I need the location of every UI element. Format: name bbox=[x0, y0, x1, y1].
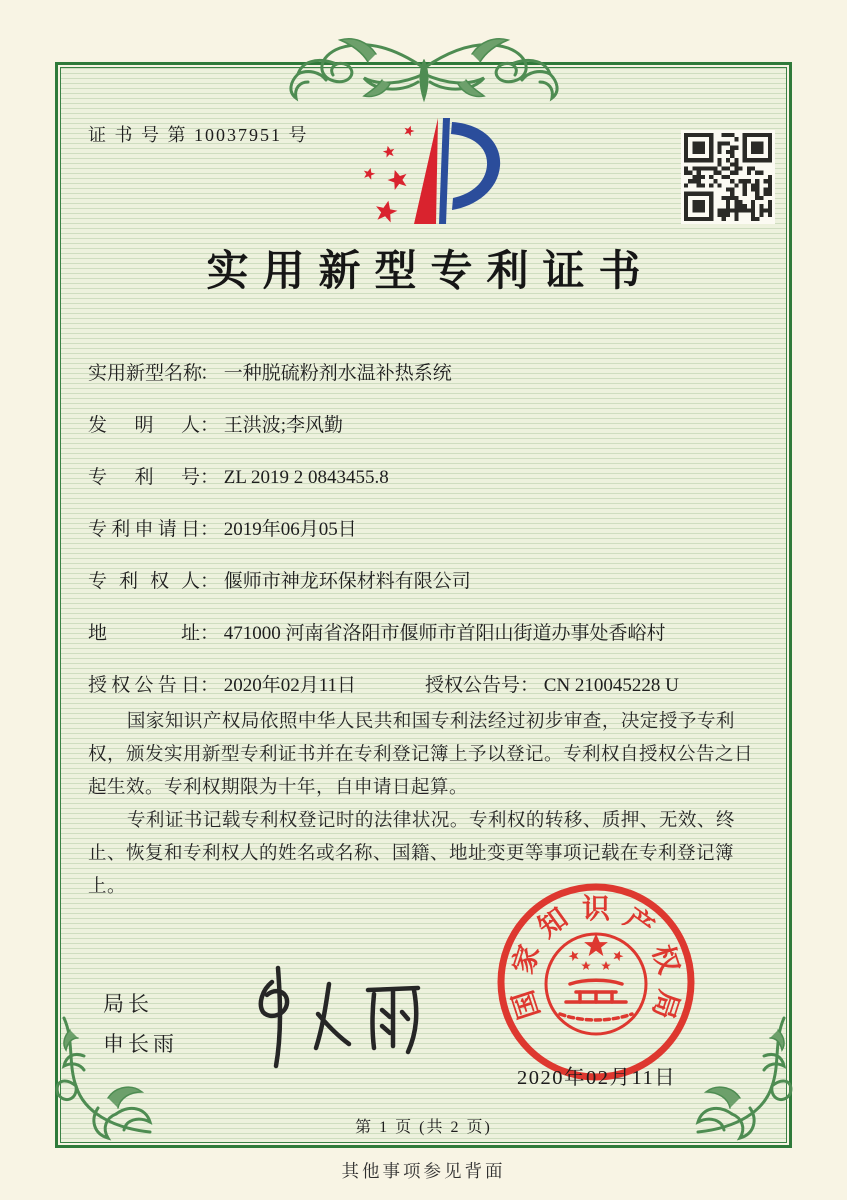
seal-date: 2020年02月11日 bbox=[517, 1067, 677, 1089]
field-value: CN 210045228 U bbox=[543, 675, 679, 696]
legal-text bbox=[88, 706, 766, 904]
field-row bbox=[88, 467, 766, 488]
field-value: 2019年06月05日 bbox=[223, 519, 357, 540]
field-colon: ： bbox=[200, 363, 220, 384]
national-emblem-icon bbox=[546, 934, 646, 1035]
field-label: 专利申请日 bbox=[88, 519, 200, 540]
back-note: 其他事项参见背面 bbox=[341, 1161, 506, 1181]
grant-row bbox=[88, 675, 766, 696]
director-signature bbox=[232, 960, 432, 1075]
svg-text:家: 家 bbox=[507, 941, 547, 978]
field-row bbox=[88, 363, 766, 384]
field-colon: ： bbox=[200, 675, 220, 696]
legal-paragraph: 国家知识产权局依照中华人民共和国专利法经过初步审查，决定授予专利权，颁发实用新型专利证书并在专利登记簿上予以登记。专利权自授权公告之日起生效。专利权期限为十年，自申请日起算。 bbox=[88, 712, 754, 798]
certificate-title: 实用新型专利证书 bbox=[206, 249, 655, 295]
legal-paragraph: 专利证书记载专利权登记时的法律状况。专利权的转移、质押、无效、终止、恢复和专利权人的姓名或名称、国籍、地址变更等事项记载在专利登记簿上。 bbox=[88, 811, 735, 897]
field-value: 2020年02月11日 bbox=[223, 675, 357, 696]
field-label: 实用新型名称 bbox=[88, 363, 203, 384]
svg-text:识: 识 bbox=[581, 894, 611, 925]
field-row bbox=[88, 519, 766, 540]
field-label: 专利号 bbox=[88, 467, 200, 488]
field-list bbox=[88, 363, 766, 727]
top-flourish-ornament bbox=[264, 20, 584, 106]
field-value: ZL 2019 2 0843455.8 bbox=[223, 467, 389, 488]
field-colon: ： bbox=[200, 415, 220, 436]
field-colon: ： bbox=[200, 519, 220, 540]
svg-text:局: 局 bbox=[645, 986, 685, 1023]
field-label: 授权公告号 bbox=[425, 675, 521, 696]
certificate-number: 证 书 号 第 10037951 号 bbox=[88, 125, 309, 145]
page-number: 第 1 页 (共 2 页) bbox=[355, 1119, 492, 1136]
field-colon: ： bbox=[200, 467, 220, 488]
field-label: 授权公告日 bbox=[88, 675, 200, 696]
director-title: 局长 bbox=[103, 992, 153, 1016]
field-row bbox=[88, 623, 766, 644]
field-value: 偃师市神龙环保材料有限公司 bbox=[223, 571, 471, 592]
field-colon: ： bbox=[200, 571, 220, 592]
field-colon: ： bbox=[200, 623, 220, 644]
field-label: 地址 bbox=[88, 623, 200, 644]
field-value: 王洪波;李风勤 bbox=[223, 415, 344, 436]
field-row bbox=[88, 571, 766, 592]
field-label: 专利权人 bbox=[88, 571, 200, 592]
cnipa-logo-icon bbox=[352, 110, 508, 232]
svg-text:国: 国 bbox=[507, 986, 547, 1023]
director-name: 申长雨 bbox=[103, 1032, 178, 1056]
field-value: 471000 河南省洛阳市偃师市首阳山街道办事处香峪村 bbox=[223, 623, 666, 644]
svg-text:产: 产 bbox=[618, 902, 660, 945]
field-value: 一种脱硫粉剂水温补热系统 bbox=[223, 363, 452, 384]
field-colon: ： bbox=[520, 675, 540, 696]
qr-code bbox=[681, 130, 775, 224]
svg-text:权: 权 bbox=[645, 941, 685, 978]
field-row bbox=[88, 415, 766, 436]
svg-text:知: 知 bbox=[532, 902, 574, 945]
grant-date-group bbox=[88, 675, 425, 696]
grant-number-group bbox=[425, 675, 679, 696]
field-label: 发明人 bbox=[88, 415, 200, 436]
official-seal bbox=[494, 880, 698, 1084]
